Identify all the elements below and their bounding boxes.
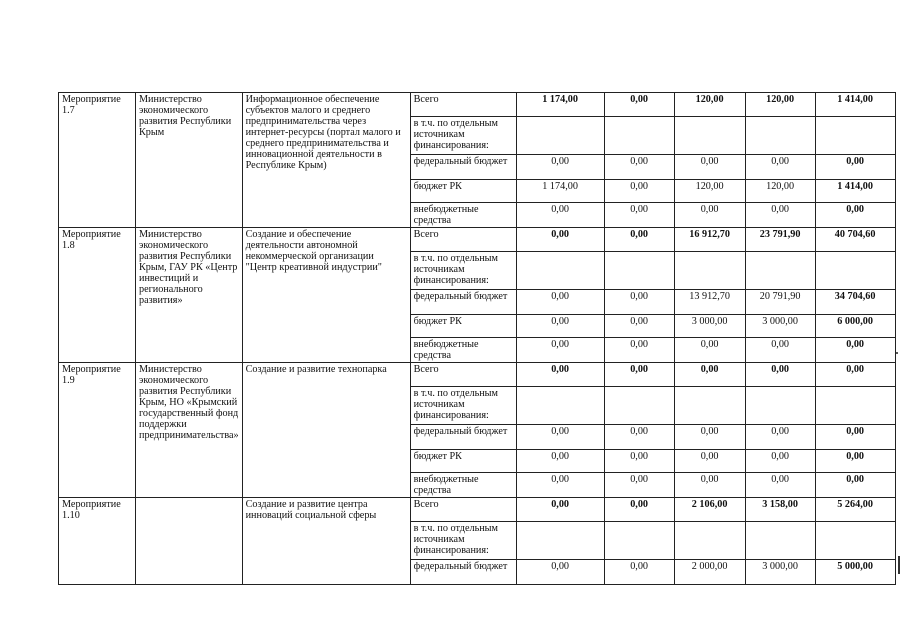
amount-cell: 0,00 [674, 450, 745, 473]
measure-cell: Мероприятие 1.9 [59, 363, 136, 498]
amount-cell: 0,00 [604, 93, 674, 117]
amount-cell: 1 174,00 [516, 93, 604, 117]
amount-cell: 0,00 [604, 155, 674, 180]
amount-cell: 0,00 [745, 425, 815, 450]
amount-cell [516, 117, 604, 155]
amount-cell: 120,00 [674, 180, 745, 203]
amount-cell: 0,00 [674, 473, 745, 498]
funding-source-label: в т.ч. по отдельным источникам финансирования: [410, 387, 516, 425]
funding-source-label: федеральный бюджет [410, 290, 516, 315]
funding-source-label: бюджет РК [410, 450, 516, 473]
amount-cell: 1 414,00 [815, 93, 895, 117]
amount-cell: 0,00 [815, 363, 895, 387]
amount-cell: 6 000,00 [815, 315, 895, 338]
table-row [59, 498, 896, 522]
amount-cell: 5 264,00 [815, 498, 895, 522]
executor-cell: Министерство экономического развития Республики Крым, НО «Крымский государственный фонд поддержки предпринимательства» [136, 363, 243, 498]
amount-cell [516, 252, 604, 290]
amount-cell: 2 106,00 [674, 498, 745, 522]
amount-cell: 3 158,00 [745, 498, 815, 522]
amount-cell [674, 117, 745, 155]
amount-cell: 0,00 [516, 473, 604, 498]
amount-cell: 0,00 [604, 450, 674, 473]
funding-source-label: бюджет РК [410, 315, 516, 338]
amount-cell: 0,00 [516, 203, 604, 228]
amount-cell: 40 704,60 [815, 228, 895, 252]
amount-cell: 20 791,90 [745, 290, 815, 315]
amount-cell: 120,00 [745, 180, 815, 203]
amount-cell: 0,00 [745, 450, 815, 473]
measure-cell: Мероприятие 1.8 [59, 228, 136, 363]
amount-cell: 0,00 [604, 228, 674, 252]
funding-source-label: Всего [410, 93, 516, 117]
funding-source-label: Всего [410, 498, 516, 522]
amount-cell: 0,00 [516, 498, 604, 522]
amount-cell: 0,00 [604, 473, 674, 498]
executor-cell [136, 498, 243, 585]
amount-cell: 0,00 [815, 155, 895, 180]
amount-cell: 0,00 [745, 338, 815, 363]
amount-cell: 0,00 [516, 450, 604, 473]
amount-cell: 0,00 [516, 155, 604, 180]
funding-source-label: в т.ч. по отдельным источникам финансирования: [410, 252, 516, 290]
amount-cell: 34 704,60 [815, 290, 895, 315]
table-row [59, 228, 896, 252]
amount-cell [745, 387, 815, 425]
amount-cell: 0,00 [815, 203, 895, 228]
amount-cell: 0,00 [745, 473, 815, 498]
amount-cell: 0,00 [604, 498, 674, 522]
amount-cell: 0,00 [745, 155, 815, 180]
funding-source-label: федеральный бюджет [410, 425, 516, 450]
amount-cell: 0,00 [604, 290, 674, 315]
amount-cell [604, 252, 674, 290]
amount-cell: 2 000,00 [674, 560, 745, 585]
description-cell: Создание и развитие технопарка [242, 363, 410, 498]
amount-cell [745, 117, 815, 155]
amount-cell: 0,00 [604, 315, 674, 338]
amount-cell: 0,00 [745, 203, 815, 228]
funding-source-label: федеральный бюджет [410, 155, 516, 180]
description-cell: Создание и обеспечение деятельности автономной некоммерческой организации "Центр креативной индустрии" [242, 228, 410, 363]
amount-cell: 0,00 [516, 315, 604, 338]
funding-source-label: внебюджетные средства [410, 203, 516, 228]
amount-cell: 0,00 [604, 180, 674, 203]
amount-cell [674, 387, 745, 425]
amount-cell: 0,00 [604, 203, 674, 228]
amount-cell: 0,00 [604, 560, 674, 585]
amount-cell: 1 414,00 [815, 180, 895, 203]
amount-cell: 0,00 [674, 155, 745, 180]
funding-source-label: в т.ч. по отдельным источникам финансирования: [410, 522, 516, 560]
amount-cell: 0,00 [516, 290, 604, 315]
amount-cell: 0,00 [516, 338, 604, 363]
funding-source-label: Всего [410, 363, 516, 387]
amount-cell: 0,00 [516, 228, 604, 252]
amount-cell: 0,00 [516, 425, 604, 450]
amount-cell: 23 791,90 [745, 228, 815, 252]
amount-cell: 16 912,70 [674, 228, 745, 252]
amount-cell [815, 522, 895, 560]
funding-source-label: федеральный бюджет [410, 560, 516, 585]
amount-cell: 13 912,70 [674, 290, 745, 315]
amount-cell: 3 000,00 [745, 315, 815, 338]
amount-cell [815, 252, 895, 290]
amount-cell [745, 252, 815, 290]
executor-cell: Министерство экономического развития Республики Крым [136, 93, 243, 228]
measure-cell: Мероприятие 1.7 [59, 93, 136, 228]
amount-cell: 0,00 [745, 363, 815, 387]
amount-cell: 120,00 [745, 93, 815, 117]
amount-cell: 0,00 [516, 363, 604, 387]
funding-source-label: внебюджетные средства [410, 473, 516, 498]
amount-cell: 0,00 [604, 363, 674, 387]
table-row [59, 93, 896, 117]
amount-cell [815, 387, 895, 425]
amount-cell: 0,00 [815, 425, 895, 450]
executor-cell: Министерство экономического развития Республики Крым, ГАУ РК «Центр инвестиций и регионального развития» [136, 228, 243, 363]
scan-speck [896, 352, 898, 354]
amount-cell [674, 252, 745, 290]
amount-cell: 0,00 [604, 425, 674, 450]
amount-cell: 0,00 [604, 338, 674, 363]
amount-cell: 3 000,00 [674, 315, 745, 338]
amount-cell [604, 522, 674, 560]
funding-source-label: бюджет РК [410, 180, 516, 203]
amount-cell: 0,00 [674, 363, 745, 387]
amount-cell: 0,00 [815, 473, 895, 498]
amount-cell: 120,00 [674, 93, 745, 117]
amount-cell: 0,00 [674, 338, 745, 363]
amount-cell: 1 174,00 [516, 180, 604, 203]
amount-cell [674, 522, 745, 560]
amount-cell [604, 117, 674, 155]
description-cell: Создание и развитие центра инноваций социальной сферы [242, 498, 410, 585]
amount-cell [516, 387, 604, 425]
table-row [59, 363, 896, 387]
amount-cell: 5 000,00 [815, 560, 895, 585]
amount-cell: 0,00 [516, 560, 604, 585]
amount-cell [815, 117, 895, 155]
measure-cell: Мероприятие 1.10 [59, 498, 136, 585]
amount-cell: 0,00 [674, 425, 745, 450]
scan-edge-mark [898, 556, 900, 574]
funding-source-label: внебюджетные средства [410, 338, 516, 363]
amount-cell: 0,00 [815, 450, 895, 473]
description-cell: Информационное обеспечение субъектов малого и среднего предпринимательства через интернет-ресурсы (портал малого и среднего предпринимательства и инновационной деятельности в Республике Крым) [242, 93, 410, 228]
funding-table [58, 92, 896, 585]
amount-cell: 0,00 [815, 338, 895, 363]
amount-cell [516, 522, 604, 560]
funding-source-label: в т.ч. по отдельным источникам финансирования: [410, 117, 516, 155]
amount-cell [604, 387, 674, 425]
funding-source-label: Всего [410, 228, 516, 252]
amount-cell [745, 522, 815, 560]
amount-cell: 0,00 [674, 203, 745, 228]
amount-cell: 3 000,00 [745, 560, 815, 585]
